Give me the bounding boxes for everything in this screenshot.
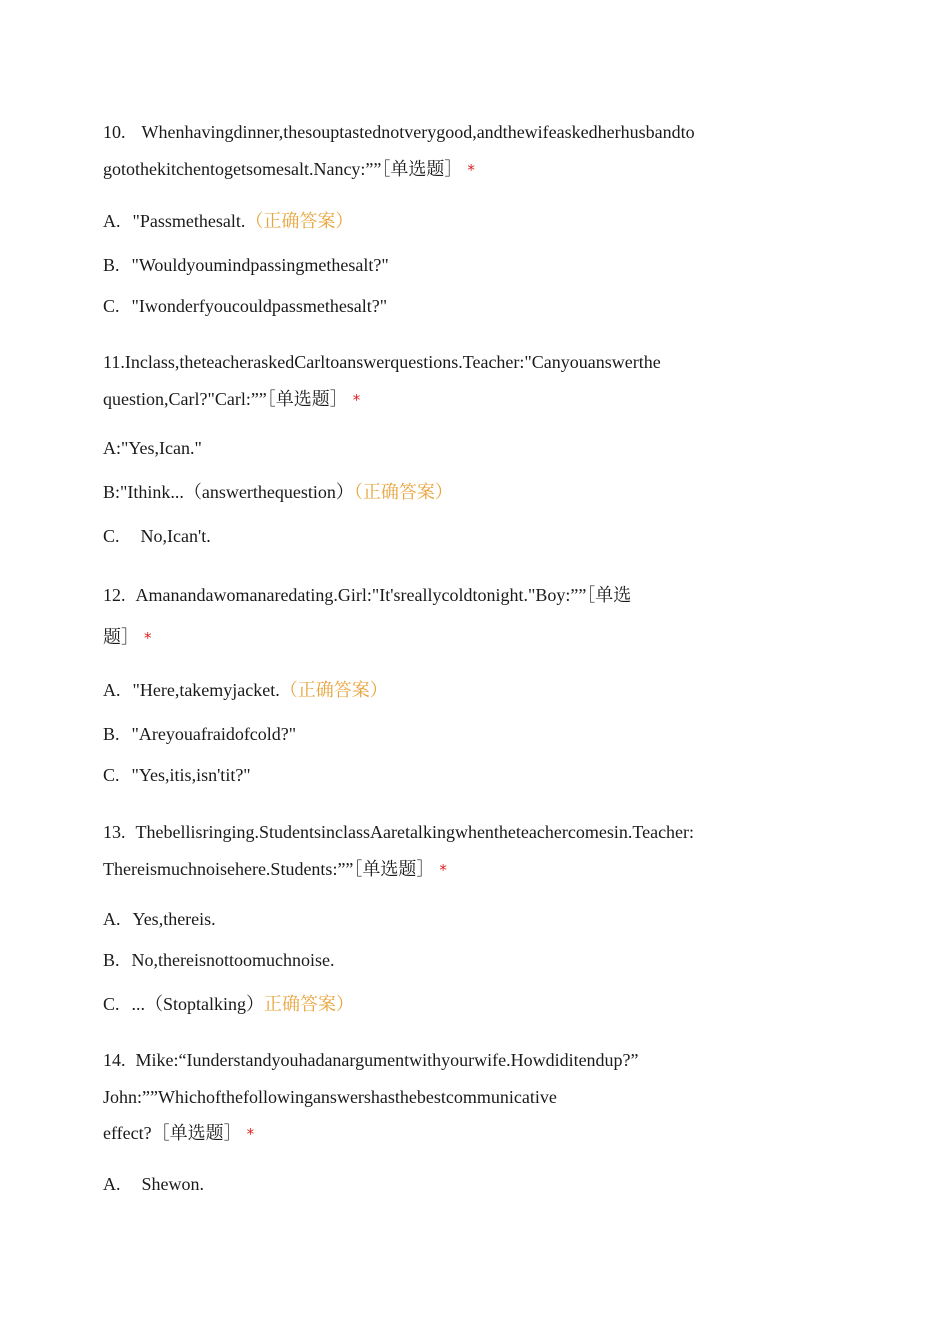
- question-12-text-line2: [103, 625, 152, 650]
- question-14-text-line1: [103, 1048, 639, 1072]
- question-text: gotothekitchentogetsomesalt.Nancy:””: [103, 159, 382, 179]
- question-11-text-line1: [103, 350, 661, 374]
- option-text: "Yes,itis,isn'tit?": [131, 765, 251, 785]
- question-text: Mike:“Iunderstandyouhadanargumentwithyourwife.Howdiditendup?”: [135, 1050, 639, 1070]
- question-13-text-line1: [103, 820, 694, 844]
- question-text: Inclass,theteacheraskedCarltoanswerquestions.Teacher:"Canyouanswerthe: [124, 352, 661, 372]
- option-text: Yes,thereis.: [132, 909, 216, 929]
- option-11-c[interactable]: [103, 524, 211, 548]
- required-mark: *: [352, 391, 361, 409]
- correct-answer-label: 正确答案）: [264, 994, 355, 1015]
- option-letter: A:: [103, 438, 121, 458]
- correct-answer-label: （正确答案）: [353, 482, 453, 503]
- question-11-text-line2: [103, 387, 360, 412]
- option-14-a[interactable]: [103, 1172, 204, 1196]
- question-14-text-line3: [103, 1121, 254, 1146]
- option-text: "Yes,Ican.": [121, 438, 202, 458]
- question-text: Whenhavingdinner,thesouptastednotverygood,andthewifeaskedherhusbandto: [141, 122, 695, 142]
- option-letter: B.: [103, 724, 120, 744]
- required-mark: *: [439, 861, 447, 879]
- option-12-c[interactable]: [103, 763, 251, 787]
- question-13-text-line2: [103, 857, 447, 882]
- question-text: Thebellisringing.StudentsinclassAaretalkingwhentheteachercomesin.Teacher:: [135, 822, 695, 842]
- option-11-b[interactable]: [103, 480, 453, 505]
- option-letter: B.: [103, 950, 120, 970]
- option-12-b[interactable]: [103, 722, 296, 746]
- option-13-b[interactable]: [103, 948, 334, 972]
- question-text: 题］: [103, 627, 139, 648]
- option-10-c[interactable]: [103, 294, 387, 318]
- question-type-label: ［单选题］: [151, 1123, 242, 1144]
- question-text: effect?: [103, 1123, 152, 1143]
- option-13-c[interactable]: [103, 992, 354, 1017]
- correct-answer-label: （正确答案）: [245, 211, 354, 232]
- option-text: "Iwonderfyoucouldpassmethesalt?": [131, 296, 388, 316]
- option-text: No,thereisnottoomuchnoise.: [131, 950, 335, 970]
- option-text: "Ithink...（answerthequestion）: [120, 482, 354, 502]
- option-letter: C.: [103, 994, 120, 1014]
- question-10-text-line2: [103, 157, 475, 182]
- option-letter: A.: [103, 909, 121, 929]
- correct-answer-label: （正确答案）: [279, 680, 388, 701]
- question-number: 11.: [103, 352, 125, 372]
- option-text: ...（Stoptalking）: [131, 994, 265, 1014]
- question-text: Amanandawomanaredating.Girl:"It'sreallycoldtonight."Boy:””［单选: [135, 585, 632, 605]
- option-12-a[interactable]: [103, 678, 388, 703]
- question-number: 12.: [103, 585, 126, 605]
- option-letter: C.: [103, 526, 120, 546]
- required-mark: *: [246, 1125, 255, 1143]
- option-11-a[interactable]: [103, 436, 202, 460]
- option-letter: A.: [103, 1174, 121, 1194]
- option-letter: B.: [103, 255, 120, 275]
- question-type-label: ［单选题］: [266, 389, 348, 410]
- option-letter: C.: [103, 765, 120, 785]
- question-text: Thereismuchnoisehere.Students:””: [103, 859, 354, 879]
- option-text: "Wouldyoumindpassingmethesalt?": [131, 255, 389, 275]
- question-text: John:””Whichofthefollowinganswershasthebestcommunicative: [103, 1087, 557, 1107]
- option-text: "Here,takemyjacket.: [132, 680, 280, 700]
- option-letter: B:: [103, 482, 121, 502]
- required-mark: *: [467, 161, 475, 179]
- question-number: 13.: [103, 822, 126, 842]
- question-number: 14.: [103, 1050, 126, 1070]
- option-letter: A.: [103, 680, 121, 700]
- option-text: "Passmethesalt.: [132, 211, 246, 231]
- question-number: 10.: [103, 122, 126, 142]
- question-type-label: ［单选题］: [381, 159, 463, 180]
- option-10-a[interactable]: [103, 209, 353, 234]
- question-type-label: ［单选题］: [353, 859, 435, 880]
- option-text: No,Ican't.: [140, 526, 211, 546]
- question-14-text-line2: [103, 1085, 557, 1109]
- option-letter: C.: [103, 296, 120, 316]
- option-letter: A.: [103, 211, 121, 231]
- question-12-text-line1: [103, 583, 631, 607]
- option-13-a[interactable]: [103, 907, 216, 931]
- option-text: Shewon.: [141, 1174, 204, 1194]
- option-10-b[interactable]: [103, 253, 389, 277]
- question-10-text-line1: [103, 120, 695, 144]
- required-mark: *: [144, 629, 152, 647]
- option-text: "Areyouafraidofcold?": [131, 724, 297, 744]
- question-text: question,Carl?"Carl:””: [103, 389, 267, 409]
